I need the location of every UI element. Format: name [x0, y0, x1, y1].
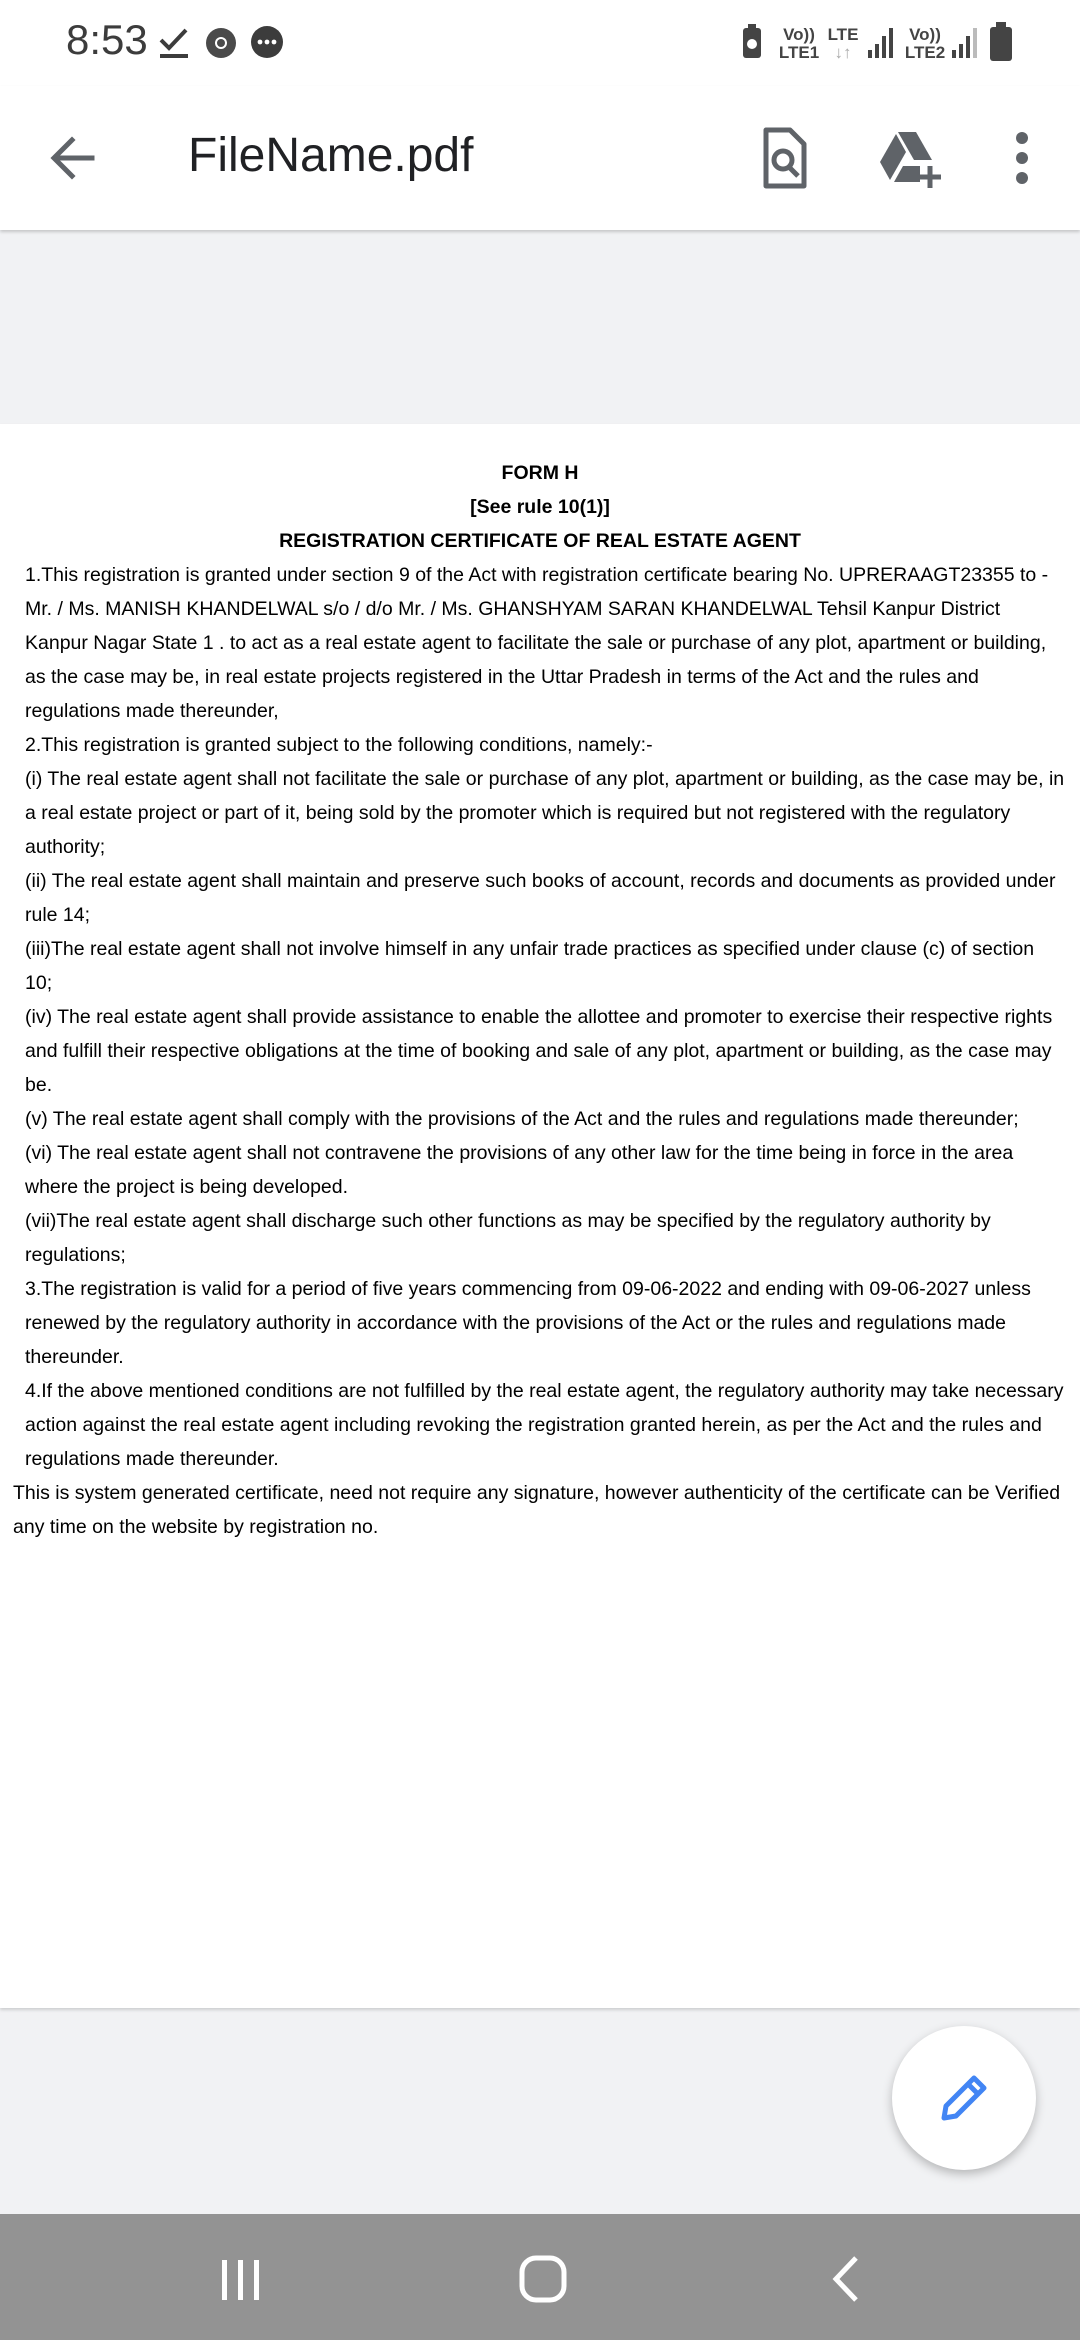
more-vert-icon	[986, 122, 1058, 194]
find-in-page-button[interactable]	[748, 122, 820, 194]
certificate-heading: REGISTRATION CERTIFICATE OF REAL ESTATE AGENT	[279, 530, 801, 552]
condition-vi: (vi) The real estate agent shall not contravene the provisions of any other law for the time being in force in the area where the project is being developed.	[25, 1142, 1014, 1198]
find-in-page-icon	[748, 122, 820, 194]
battery-saver-icon	[740, 24, 764, 60]
condition-v: (v) The real estate agent shall comply with the provisions of the Act and the rules and regulations made thereunder;	[25, 1108, 1019, 1130]
condition-vii: (vii)The real estate agent shall discharge such other functions as may be specified by the regulatory authority by regulations;	[25, 1210, 991, 1266]
add-to-drive-icon	[874, 122, 946, 194]
signal-sim1-icon	[866, 26, 896, 60]
recents-nav-icon	[206, 2244, 276, 2314]
condition-i: (i) The real estate agent shall not facilitate the sale or purchase of any plot, apartment or building, as the case may be, in a real estate project or part of it, being sold by the promoter which is required but not registered with the regulatory authority;	[25, 768, 1065, 858]
paragraph-1: 1.This registration is granted under section 9 of the Act with registration certificate bearing No. UPRERAAGT23355 to - Mr. / Ms. MANISH KHANDELWAL s/o / d/o Mr. / Ms. GHANSHYAM SARAN KHANDELWAL Tehsil Kanpur District Kanpur Nagar State 1 . to act as a real estate agent to facilitate the sale or purchase of any plot, apartment or building, as the case may be, in real estate projects registered in the Uttar Pradesh in terms of the Act and the rules and regulations made thereunder,	[25, 564, 1049, 722]
sim1-volte: Vo)) LTE1	[778, 25, 820, 62]
paragraph-3: 3.The registration is valid for a period of five years commencing from 09-06-2022 and ending with 09-06-2027 unless renewed by the regulatory authority in accordance with the provisions of the Act or the rules and regulations made thereunder.	[25, 1278, 1031, 1368]
condition-iii: (iii)The real estate agent shall not involve himself in any unfair trade practices as specified under clause (c) of section 10;	[25, 938, 1035, 994]
rule-reference: [See rule 10(1)]	[470, 496, 610, 518]
back-button[interactable]	[40, 124, 108, 192]
paragraph-4: 4.If the above mentioned conditions are not fulfilled by the real estate agent, the regulatory authority may take necessary action against the real estate agent including revoking the registration granted herein, as per the Act and the rules and regulations made thereunder.	[25, 1380, 1064, 1470]
arrow-back-icon	[40, 124, 108, 192]
home-button[interactable]	[508, 2244, 578, 2314]
document-content	[0, 456, 1080, 1544]
signal-sim2-icon	[950, 26, 980, 60]
home-nav-icon	[508, 2244, 578, 2314]
condition-iv: (iv) The real estate agent shall provide assistance to enable the allottee and promoter to exercise their respective rights and fulfill their respective obligations at the time of booking and sale of any plot, apartment or building, as the case may be.	[25, 1006, 1053, 1096]
pdf-page[interactable]	[0, 424, 1080, 2008]
task-done-icon	[158, 26, 190, 60]
nav-back-button[interactable]	[812, 2244, 882, 2314]
paragraph-2: 2.This registration is granted subject to the following conditions, namely:-	[25, 734, 653, 756]
add-to-drive-button[interactable]	[874, 122, 946, 194]
lte-indicator: LTE ↓↑	[827, 25, 859, 62]
form-title: FORM H	[501, 462, 579, 484]
sim2-volte: Vo)) LTE2	[904, 25, 946, 62]
edit-fab[interactable]	[892, 2026, 1036, 2170]
status-bar	[0, 0, 1080, 86]
recents-button[interactable]	[206, 2244, 276, 2314]
system-nav-bar	[0, 2214, 1080, 2340]
footer-note: This is system generated certificate, need not require any signature, however authenticity of the certificate can be Verified any time on the website by registration no.	[13, 1482, 1061, 1538]
chrome-icon	[204, 26, 238, 60]
message-icon	[248, 24, 286, 62]
more-options-button[interactable]	[986, 122, 1058, 194]
file-title: FileName.pdf	[188, 129, 474, 182]
battery-icon	[988, 22, 1014, 62]
status-time: 8:53	[66, 16, 148, 63]
back-nav-icon	[812, 2244, 882, 2314]
pencil-edit-icon	[934, 2068, 994, 2128]
app-bar	[0, 86, 1080, 230]
condition-ii: (ii) The real estate agent shall maintain and preserve such books of account, records and documents as provided under rule 14;	[25, 870, 1056, 926]
